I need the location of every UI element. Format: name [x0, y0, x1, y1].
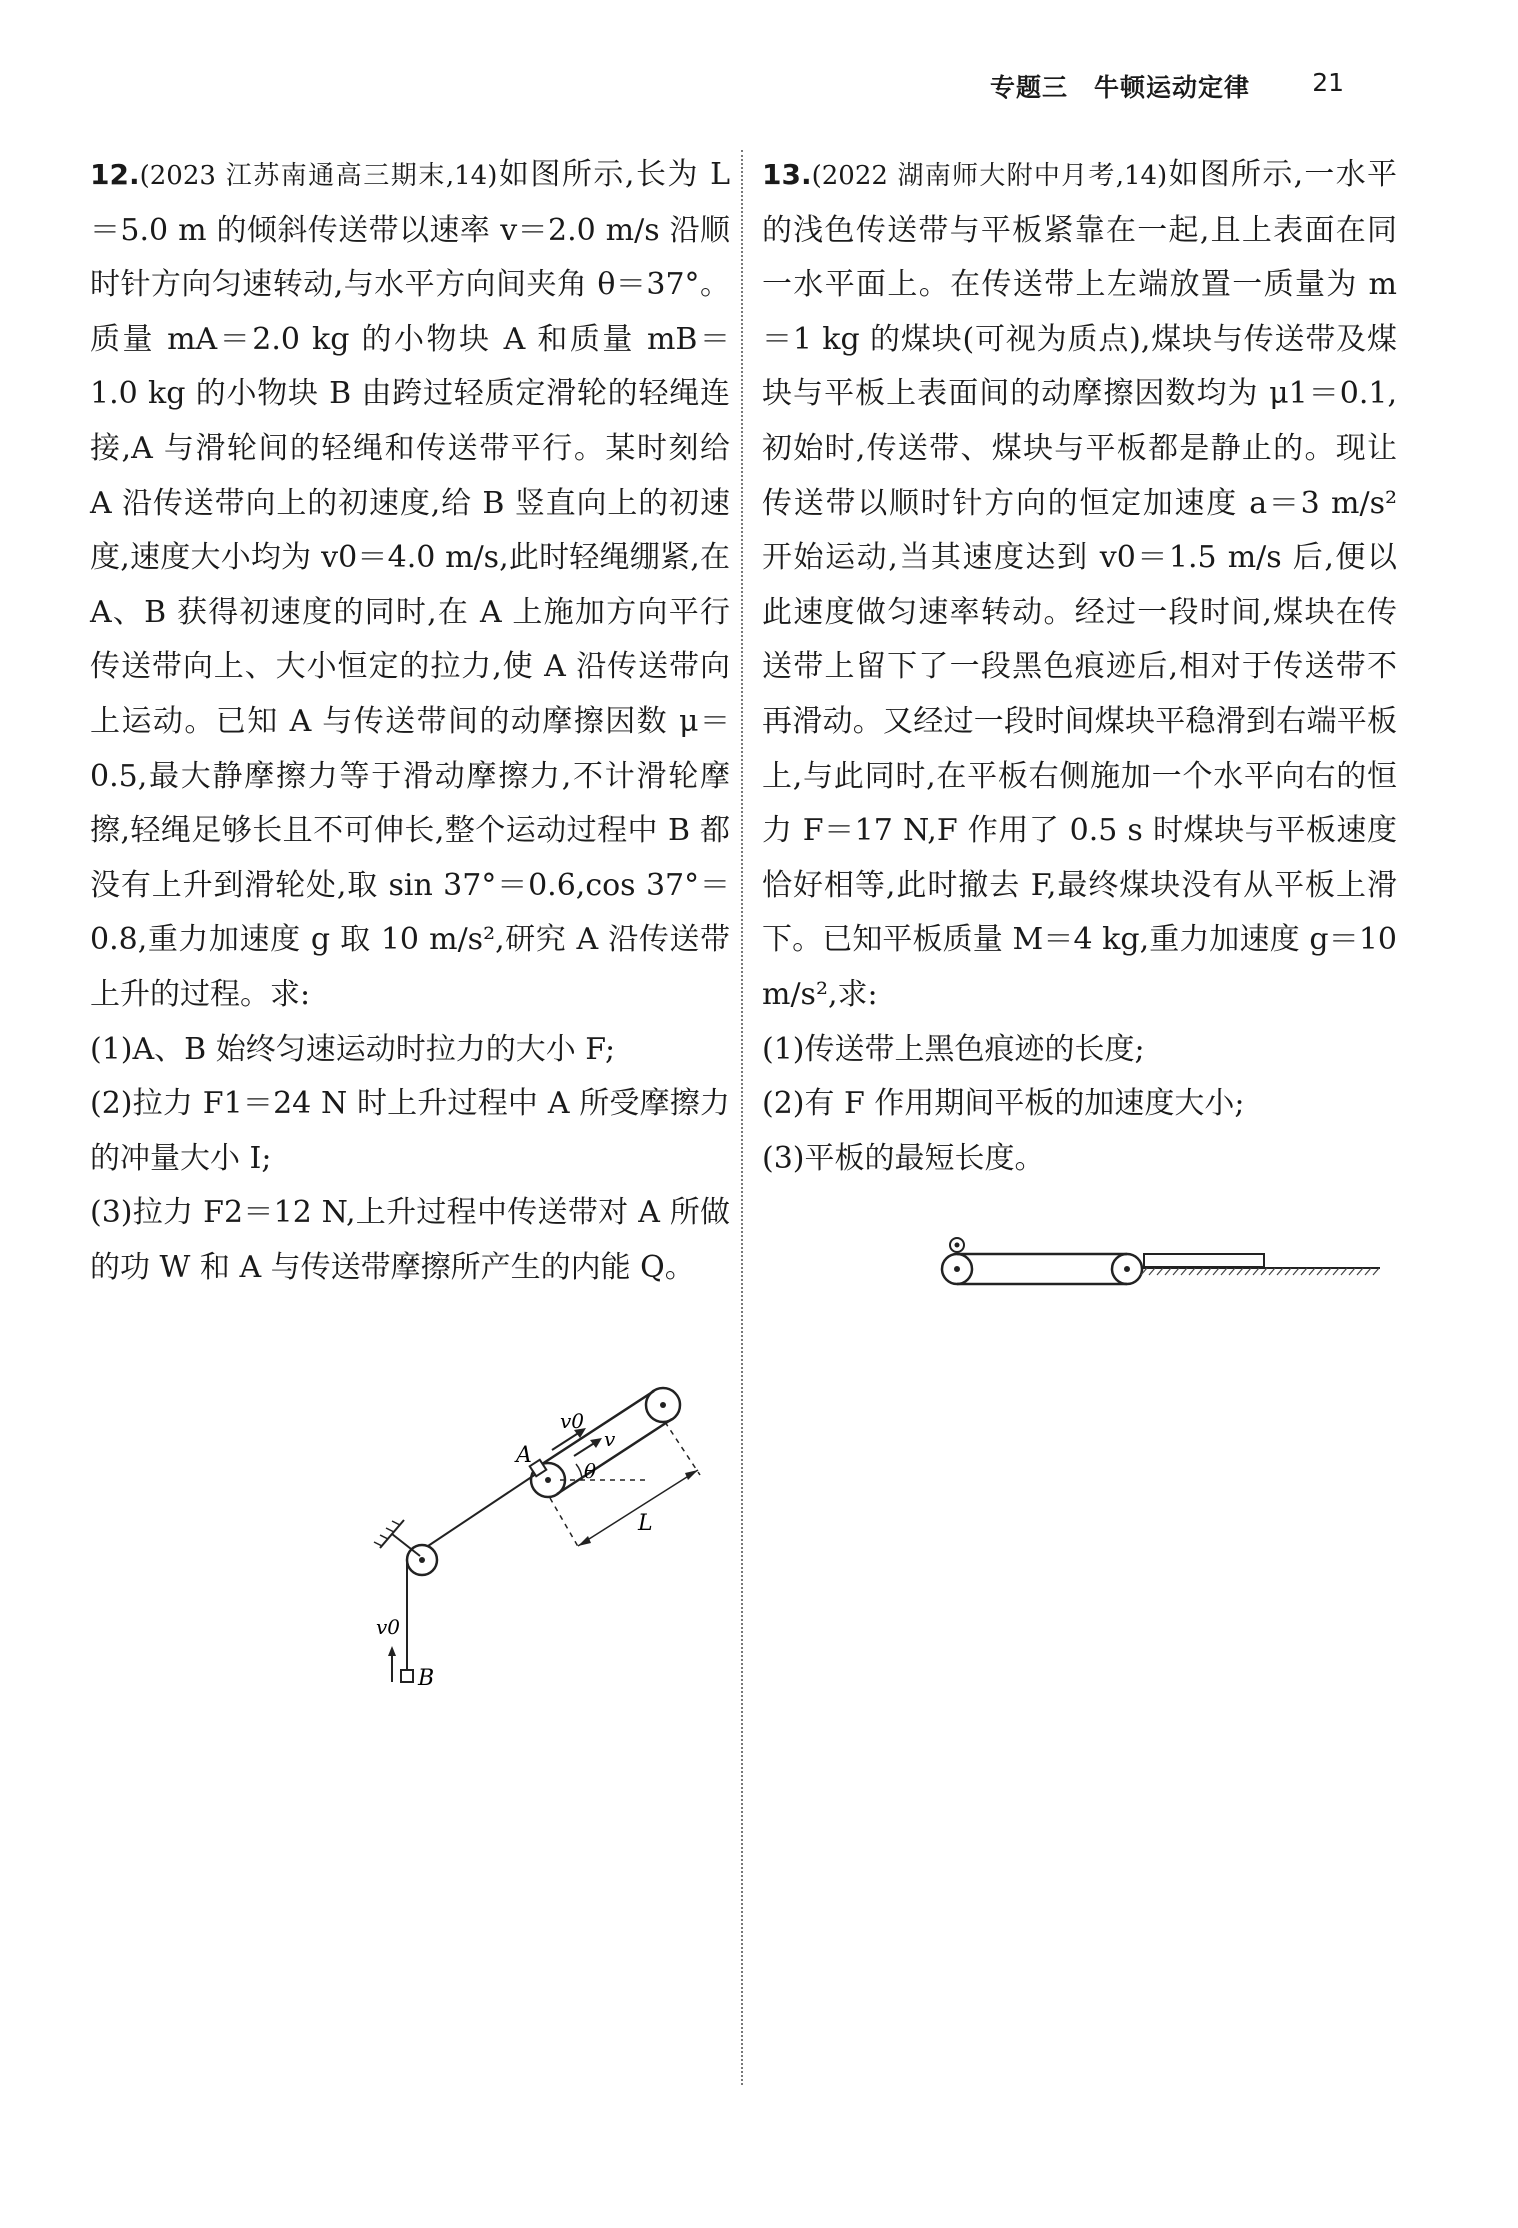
block-b: [401, 1670, 413, 1682]
length-label: L: [638, 1511, 653, 1536]
question-13-number: 13.: [762, 158, 812, 191]
label-b: B: [418, 1666, 435, 1691]
question-13-text: 如图所示,一水平的浅色传送带与平板紧靠在一起,且上表面在同一水平面上。在传送带上左端放置一质量为 m＝1 kg 的煤块(可视为质点),煤块与传送带及煤块与平板上表面间的动摩擦因数均为 μ1＝0.1,初始时,传送带、煤块与平板都是静止的。现让传送带以顺时针方向的恒定加速度 a＝3 m/s² 开始运动,当其速度达到 v0＝1.5 m/s 后,便以此速度做匀速率转动。经过一段时间,煤块在传送带上留下了一段黑色痕迹后,相对于传送带不再滑动。又经过一段时间煤块平稳滑到右端平板上,与此同时,在平板右侧施加一个水平向右的恒力 F＝17 N,F 作用了 0.5 s 时煤块与平板速度恰好相等,此时撤去 F,最终煤块没有从平板上滑下。已知平板质量 M＝4 kg,重力加速度 g＝10 m/s²,求:: [762, 157, 1397, 1012]
theta-label: θ: [584, 1459, 597, 1483]
page-number: 21: [1312, 68, 1344, 97]
question-13-stem: [762, 148, 1397, 1023]
question-12-number: 12.: [90, 158, 140, 191]
question-13-part-3: (3)平板的最短长度。: [762, 1140, 1045, 1176]
question-12-figure: [370, 1380, 730, 1700]
section-title: 专题三 牛顿运动定律: [990, 73, 1251, 102]
v-label: v: [604, 1427, 616, 1451]
label-a: A: [516, 1443, 532, 1468]
question-13: [762, 148, 1397, 1186]
question-12-source: (2023 江苏南通高三期末,14): [139, 161, 498, 191]
question-12-part-1: (1)A、B 始终匀速运动时拉力的大小 F;: [90, 1031, 616, 1067]
question-12-text: 如图所示,长为 L＝5.0 m 的倾斜传送带以速率 v＝2.0 m/s 沿顺时针方向匀速转动,与水平方向间夹角 θ＝37°。质量 mA＝2.0 kg 的小物块 A 和质量 mB＝1.0 kg 的小物块 B 由跨过轻质定滑轮的轻绳连接,A 与滑轮间的轻绳和传送带平行。某时刻给 A 沿传送带向上的初速度,给 B 竖直向上的初速度,速度大小均为 v0＝4.0 m/s,此时轻绳绷紧,在 A、B 获得初速度的同时,在 A 上施加方向平行传送带向上、大小恒定的拉力,使 A 沿传送带向上运动。已知 A 与传送带间的动摩擦因数 μ＝0.5,最大静摩擦力等于滑动摩擦力,不计滑轮摩擦,轻绳足够长且不可伸长,整个运动过程中 B 都没有上升到滑轮处,取 sin 37°＝0.6,cos 37°＝0.8,重力加速度 g 取 10 m/s²,研究 A 沿传送带上升的过程。求:: [90, 157, 730, 1012]
question-13-figure: [935, 1235, 1385, 1295]
v0-label-b: v0: [376, 1615, 401, 1639]
question-12-part-3: (3)拉力 F2＝12 N,上升过程中传送带对 A 所做的功 W 和 A 与传送带摩擦所产生的内能 Q。: [90, 1195, 730, 1285]
question-12: [90, 148, 730, 1295]
question-13-part-1: (1)传送带上黑色痕迹的长度;: [762, 1031, 1145, 1067]
plank: [1144, 1254, 1264, 1267]
question-13-part-2: (2)有 F 作用期间平板的加速度大小;: [762, 1086, 1245, 1122]
question-12-stem: [90, 148, 730, 1023]
page-header: [990, 68, 1370, 108]
v0-label-a: v0: [560, 1409, 585, 1433]
question-13-source: (2022 湖南师大附中月考,14): [811, 161, 1168, 191]
column-divider: [741, 150, 743, 2085]
question-12-part-2: (2)拉力 F1＝24 N 时上升过程中 A 所受摩擦力的冲量大小 I;: [90, 1086, 730, 1176]
